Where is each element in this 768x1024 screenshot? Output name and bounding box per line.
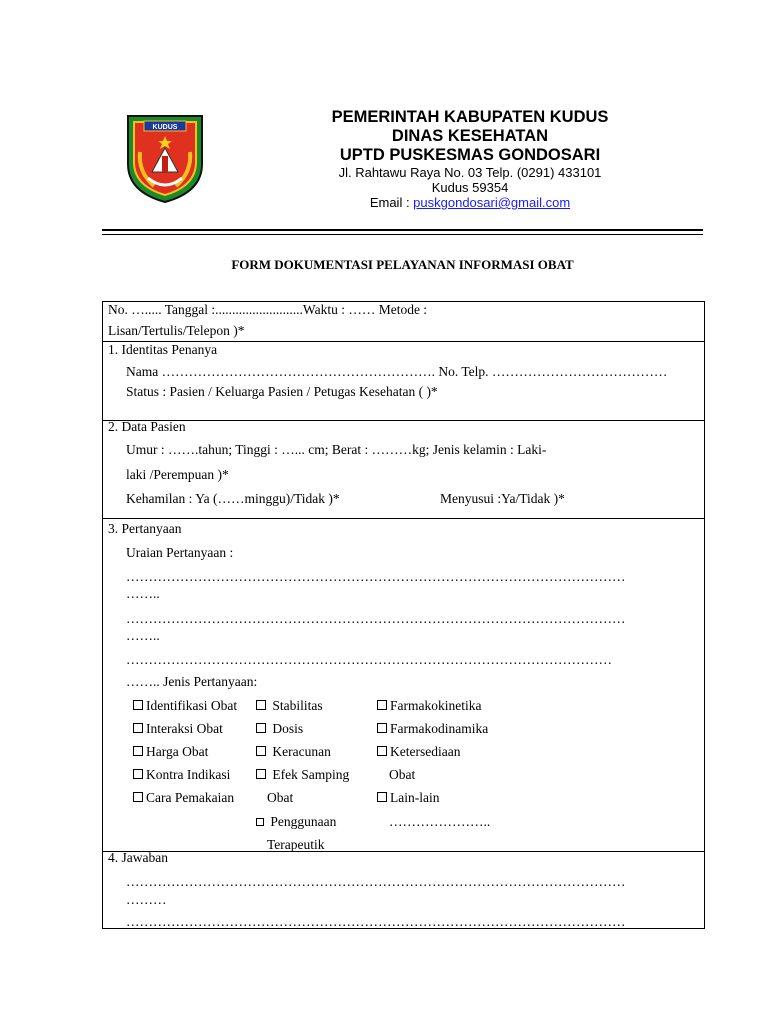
meta-line2: Lisan/Tertulis/Telepon )* bbox=[108, 323, 245, 338]
option-farmakodinamika[interactable]: Farmakodinamika bbox=[377, 721, 488, 737]
checkbox-icon[interactable] bbox=[133, 769, 143, 779]
option-efek-samping-cont: Obat bbox=[267, 790, 294, 805]
email-link[interactable]: puskgondosari@gmail.com bbox=[413, 195, 571, 210]
uraian-dots-line1-end: …….. bbox=[126, 586, 160, 601]
checkbox-icon[interactable] bbox=[133, 746, 143, 756]
email-label: Email : bbox=[369, 195, 414, 210]
nama-field-line: Nama ……………………………………………………. No. Telp. ………………………………… bbox=[126, 364, 668, 379]
section-data-pasien-box bbox=[102, 420, 705, 519]
checkbox-icon[interactable] bbox=[256, 818, 264, 826]
uraian-label: Uraian Pertanyaan : bbox=[126, 545, 234, 560]
checkbox-icon[interactable] bbox=[133, 700, 143, 710]
kehamilan-field-line: Kehamilan : Ya (……minggu)/Tidak )* bbox=[126, 491, 340, 506]
checkbox-icon[interactable] bbox=[377, 723, 387, 733]
section-jawaban-title: 4. Jawaban bbox=[108, 850, 168, 865]
option-harga-obat[interactable]: Harga Obat bbox=[133, 744, 208, 760]
checkbox-icon[interactable] bbox=[377, 792, 387, 802]
checkbox-icon[interactable] bbox=[256, 746, 266, 756]
header-city: Kudus 59354 bbox=[431, 180, 509, 195]
checkbox-icon[interactable] bbox=[256, 700, 266, 710]
option-stabilitas[interactable]: Stabilitas bbox=[256, 698, 323, 714]
checkbox-icon[interactable] bbox=[256, 769, 266, 779]
option-lain-lain[interactable]: Lain-lain bbox=[377, 790, 439, 806]
menyusui-field-line: Menyusui :Ya/Tidak )* bbox=[440, 491, 565, 506]
uraian-dots-line2-end: …….. bbox=[126, 628, 160, 643]
section-pertanyaan-box bbox=[102, 518, 705, 852]
section-meta-box bbox=[102, 301, 705, 342]
checkbox-icon[interactable] bbox=[133, 792, 143, 802]
checkbox-icon[interactable] bbox=[377, 746, 387, 756]
header-email-line bbox=[300, 195, 640, 210]
section-data-pasien-title: 2. Data Pasien bbox=[108, 419, 186, 434]
kudus-emblem-logo bbox=[124, 112, 206, 204]
option-ketersediaan[interactable]: Ketersediaan bbox=[377, 744, 460, 760]
option-interaksi-obat[interactable]: Interaksi Obat bbox=[133, 721, 223, 737]
option-kontra-indikasi[interactable]: Kontra Indikasi bbox=[133, 767, 230, 783]
option-cara-pemakaian[interactable]: Cara Pemakaian bbox=[133, 790, 234, 806]
option-identifikasi-obat[interactable]: Identifikasi Obat bbox=[133, 698, 237, 714]
section-identitas-title: 1. Identitas Penanya bbox=[108, 342, 218, 357]
jawaban-dots-line1: ………………………………………………………………………………………………… bbox=[126, 874, 626, 889]
uraian-dots-line2: ………………………………………………………………………………………………… bbox=[126, 611, 626, 626]
section-pertanyaan-title: 3. Pertanyaan bbox=[108, 521, 182, 536]
option-efek-samping[interactable]: Efek Samping bbox=[256, 767, 349, 783]
option-penggunaan-cont: Terapeutik bbox=[267, 837, 325, 852]
header-rule-thin bbox=[102, 234, 703, 235]
header-line2: DINAS KESEHATAN bbox=[391, 127, 549, 145]
header-line3: UPTD PUSKESMAS GONDOSARI bbox=[339, 146, 601, 164]
checkbox-icon[interactable] bbox=[256, 723, 266, 733]
option-ketersediaan-cont: Obat bbox=[389, 767, 416, 782]
status-field-line: Status : Pasien / Keluarga Pasien / Petugas Kesehatan ( )* bbox=[126, 384, 438, 399]
option-farmakokinetika[interactable]: Farmakokinetika bbox=[377, 698, 481, 714]
uraian-dots-line1: ………………………………………………………………………………………………… bbox=[126, 569, 626, 584]
header-rule-thick bbox=[102, 229, 703, 231]
jawaban-dots-line1-end: ……… bbox=[126, 892, 167, 907]
option-dosis[interactable]: Dosis bbox=[256, 721, 303, 737]
uraian-dots-line3: ……………………………………………………………………………………………… bbox=[126, 652, 612, 667]
meta-line1: No. …..... Tanggal :..........................Waktu : …… Metode : bbox=[108, 302, 428, 317]
jawaban-dots-line2: ………………………………………………………………………………………………… bbox=[126, 914, 626, 929]
logo-text: KUDUS bbox=[152, 124, 178, 131]
checkbox-icon[interactable] bbox=[133, 723, 143, 733]
option-penggunaan[interactable]: Penggunaan bbox=[256, 814, 336, 830]
jenis-kelamin-line: laki /Perempuan )* bbox=[126, 467, 229, 482]
header-address: Jl. Rahtawu Raya No. 03 Telp. (0291) 433101 bbox=[338, 165, 602, 180]
umur-field-line: Umur : …….tahun; Tinggi : …... cm; Berat : ………kg; Jenis kelamin : Laki- bbox=[126, 442, 547, 457]
jenis-pertanyaan-label: …….. Jenis Pertanyaan: bbox=[126, 674, 258, 689]
checkbox-icon[interactable] bbox=[377, 700, 387, 710]
header-line1: PEMERINTAH KABUPATEN KUDUS bbox=[331, 108, 609, 126]
section-jawaban-box bbox=[102, 851, 705, 929]
lain-lain-dots: ………………….. bbox=[389, 814, 491, 829]
form-title: FORM DOKUMENTASI PELAYANAN INFORMASI OBAT bbox=[231, 257, 574, 272]
option-keracunan[interactable]: Keracunan bbox=[256, 744, 331, 760]
section-identitas-box bbox=[102, 341, 705, 421]
